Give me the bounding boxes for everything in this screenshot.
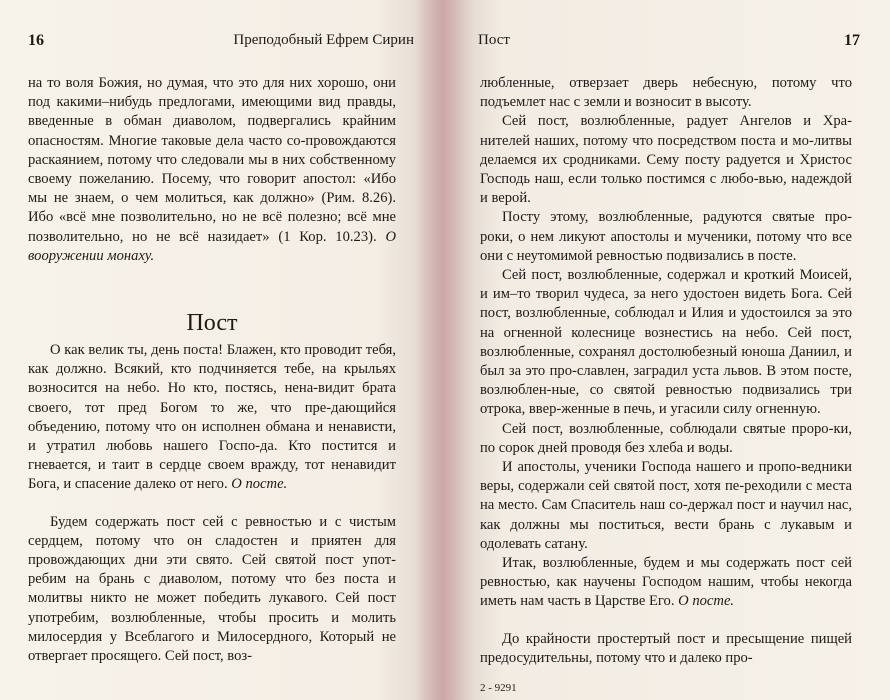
text-block <box>28 74 396 266</box>
paragraph <box>28 74 396 266</box>
paragraph: Сей пост, возлюбленные, радует Ангелов и Хра-нителей наших, потому что посредством поста и мо-литвы делаемся их сродниками. Сему посту радуется и Христос Господь наш, если только постимся с любо-вью, надеждой и верой. <box>480 113 852 207</box>
paragraph: До крайности простертый пост и пресыщение пищей предосудительны, потому что и далеко про- <box>480 630 852 666</box>
paragraph: Сей пост, возлюбленные, содержал и кроткий Моисей, и им–то творил чудеса, за него удостоен видеть Бога. Сей пост, возлюбленные, соблюдал и Илия и удостоился за это на огненной колеснице вознестись на небо. Сей пост, возлюбленные, сохранял достолюбезный юноша Даниил, и был за это про-славлен, заградил уста львов. В этом посте, возлюблен-ные, со святой ревностью подвизались три отрока, ввер-женные в печь, и угасили силу огненную. <box>480 267 852 418</box>
source-reference: О посте. <box>231 476 288 493</box>
source-reference: О посте. <box>678 593 735 610</box>
paragraph-text: Итак, возлюбленные, будем и мы содержать пост сей ревностью, как научены Господом нашим, чтобы некогда иметь нам часть в Царстве Его. <box>480 555 852 610</box>
paragraph-text: на то воля Божия, но думая, что это для них хорошо, они под какими–нибудь предлогами, имеющими вид правды, введенные в обман диаволом, подвергались крайним опасностям. Многие таковые дела часто со-провождаются раскаянием, потому что следовали мы в них собственному своему пожеланию. Посему, что говорит апостол: «Ибо мы не знаем, о чем молиться, как должно» (Рим. 8.26). Ибо «всё мне позволительно, но не всё полезно; всё мне позволительно, но не всё назидает» (1 Кор. 10.23). <box>28 75 396 245</box>
page-number: 17 <box>844 32 860 49</box>
paragraph <box>28 341 396 495</box>
running-head: Пост <box>478 32 510 48</box>
left-page <box>0 0 440 700</box>
running-head: Преподобный Ефрем Сирин <box>233 32 414 48</box>
paragraph: Посту этому, возлюбленные, радуются святые про-роки, о нем ликуют апостолы и мученики, потому что все они с неутомимой ревностью подвизались в посте. <box>480 209 852 264</box>
paragraph-text: О как велик ты, день поста! Блажен, кто проводит тебя, как должно. Всякий, кто подчиняется тебе, на крыльях возносится на небо. Но кто, постясь, нена-видит брата своего, тот пред Богом то же, что пре-дающийся объедению, потому что он исполнен обмана и ненависти, и утратил любовь нашего Госпо-да. Кто постится и гневается, и таит в сердце своем вражду, тот ненавидит Бога, и спасение далеко от него. <box>28 342 396 493</box>
right-page <box>440 0 890 700</box>
paragraph: Будем содержать пост сей с ревностью и с чистым сердцем, потому что он сладостен и приятен для провождающих дни эти свято. Сей святой пост упот-ребим на брань с диаволом, потому что без поста и молитвы никто не может победить лукавого. Сей пост употребим, возлюбленные, чтобы просить и молить милосердия у Всеблагого и Милосердного, Который не отвергает просящего. Сей пост, воз- <box>28 513 396 665</box>
paragraph: Сей пост, возлюбленные, соблюдали святые проро-ки, по сорок дней проводя без хлеба и воды. <box>480 420 852 456</box>
paragraph: любленные, отверзает дверь небесную, потому что подъемлет нас с земли и возносит в высоту. <box>480 75 852 111</box>
page-number: 16 <box>28 32 44 49</box>
signature-mark: 2 - 9291 <box>480 682 517 694</box>
text-block <box>28 341 396 666</box>
chapter-title: Пост <box>186 309 238 336</box>
paragraph <box>480 554 852 612</box>
text-block <box>480 74 852 668</box>
paragraph: И апостолы, ученики Господа нашего и пропо-ведники веры, содержали сей святой пост, хотя пе-реходили с места на место. Сам Спаситель наш со-держал пост и научил нас, как должны мы поститься, вести брань с лукавым и одолевать сатану. <box>480 459 852 552</box>
source-reference: О вооружении монаху. <box>28 228 396 264</box>
